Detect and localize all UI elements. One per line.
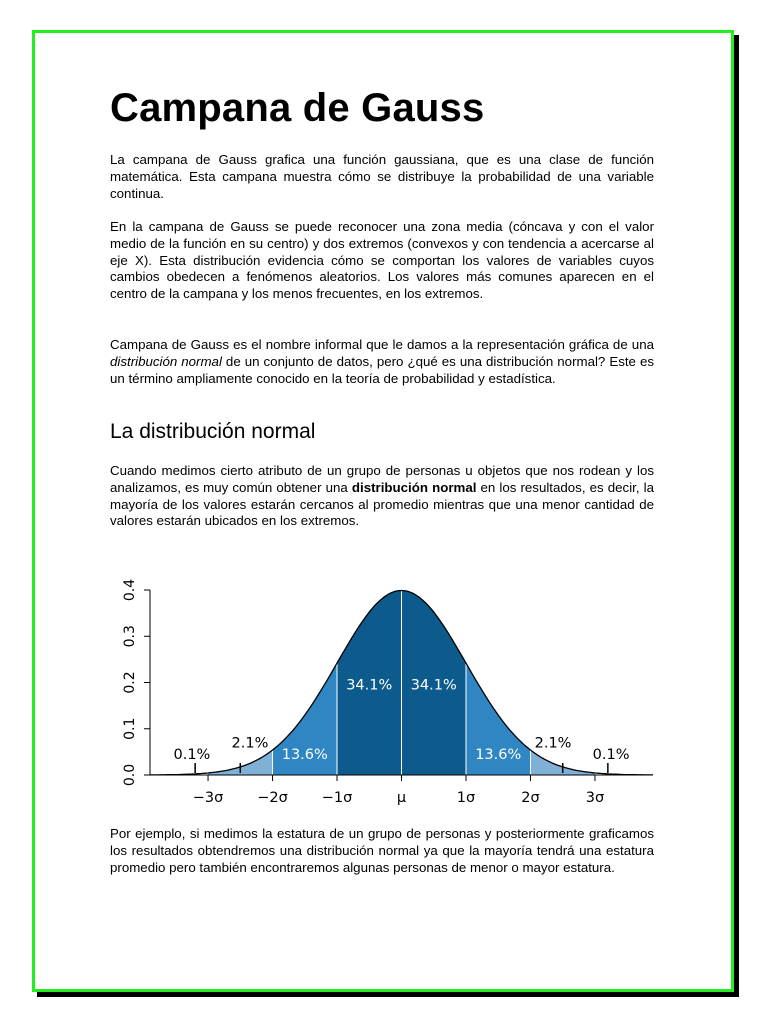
y-tick-label: 0.4	[122, 578, 138, 602]
definition-text-end: de un conjunto de datos, pero ¿qué es una distribución normal? Este es un término ampliamente conocido en la teoría de probabilidad y estadística.	[110, 353, 654, 386]
percentage-label: 2.1%	[534, 735, 572, 752]
normal-distribution-chart	[113, 572, 661, 812]
percentage-label: 0.1%	[592, 746, 630, 763]
x-tick-label: 3σ	[585, 790, 605, 806]
y-tick-label: 0.0	[122, 763, 138, 787]
intro-paragraph: La campana de Gauss grafica una función gaussiana, que es una clase de función matemática. Esta campana muestra cómo se distribuye la probabilidad de una variable continua.	[110, 152, 654, 201]
normal-distribution-paragraph	[110, 463, 654, 530]
percentage-label: 34.1%	[410, 677, 457, 694]
zones-paragraph: En la campana de Gauss se puede reconocer una zona media (cóncava y con el valor medio de la función en su centro) y dos extremos (convexos y con tendencia a acercarse al eje X). Esta distribución evidencia cómo se comportan los valores de variables cuyos cambios obedecen a fenómenos aleatorios. Los valores más comunes aparecen en el centro de la campana y los menos frecuentes, en los extremos.	[110, 219, 654, 302]
percentage-label: 34.1%	[346, 677, 393, 694]
section-heading: La distribución normal	[110, 420, 316, 443]
definition-text-start: Campana de Gauss es el nombre informal que le damos a la representación gráfica de una	[110, 337, 654, 352]
percentage-label: 13.6%	[475, 746, 522, 763]
x-tick-label: μ	[396, 790, 407, 806]
x-tick-label: −3σ	[192, 790, 224, 806]
y-tick-label: 0.1	[122, 717, 138, 740]
percentage-label: 0.1%	[173, 746, 211, 763]
y-tick-label: 0.3	[122, 625, 138, 648]
y-tick-label: 0.2	[122, 671, 138, 694]
x-tick-label: 1σ	[456, 790, 476, 806]
x-tick-label: −2σ	[257, 790, 288, 806]
normal-text-start: Cuando medimos cierto atributo de un grupo de personas u objetos que nos rodean y los analizamos, es muy común obtener una	[110, 463, 654, 495]
normal-bold-term: distribución normal	[351, 479, 477, 495]
page-title: Campana de Gauss	[110, 86, 485, 130]
percentage-label: 2.1%	[231, 735, 269, 752]
x-tick-label: 2σ	[521, 790, 540, 806]
normal-text-end: en los resultados, es decir, la mayoría de los valores estarán cercanos al promedio mientras que una menor cantidad de valores estarán ubicados en los extremos.	[110, 479, 654, 529]
example-paragraph: Por ejemplo, si medimos la estatura de un grupo de personas y posteriormente graficamos los resultados obtendremos una distribución normal ya que la mayoría tendrá una estatura promedio pero también encontraremos algunas personas de menor o mayor estatura.	[110, 826, 654, 875]
definition-italic-term: distribución normal	[110, 353, 222, 369]
x-tick-label: −1σ	[321, 790, 353, 806]
percentage-label: 13.6%	[281, 746, 328, 763]
definition-paragraph	[110, 337, 654, 387]
